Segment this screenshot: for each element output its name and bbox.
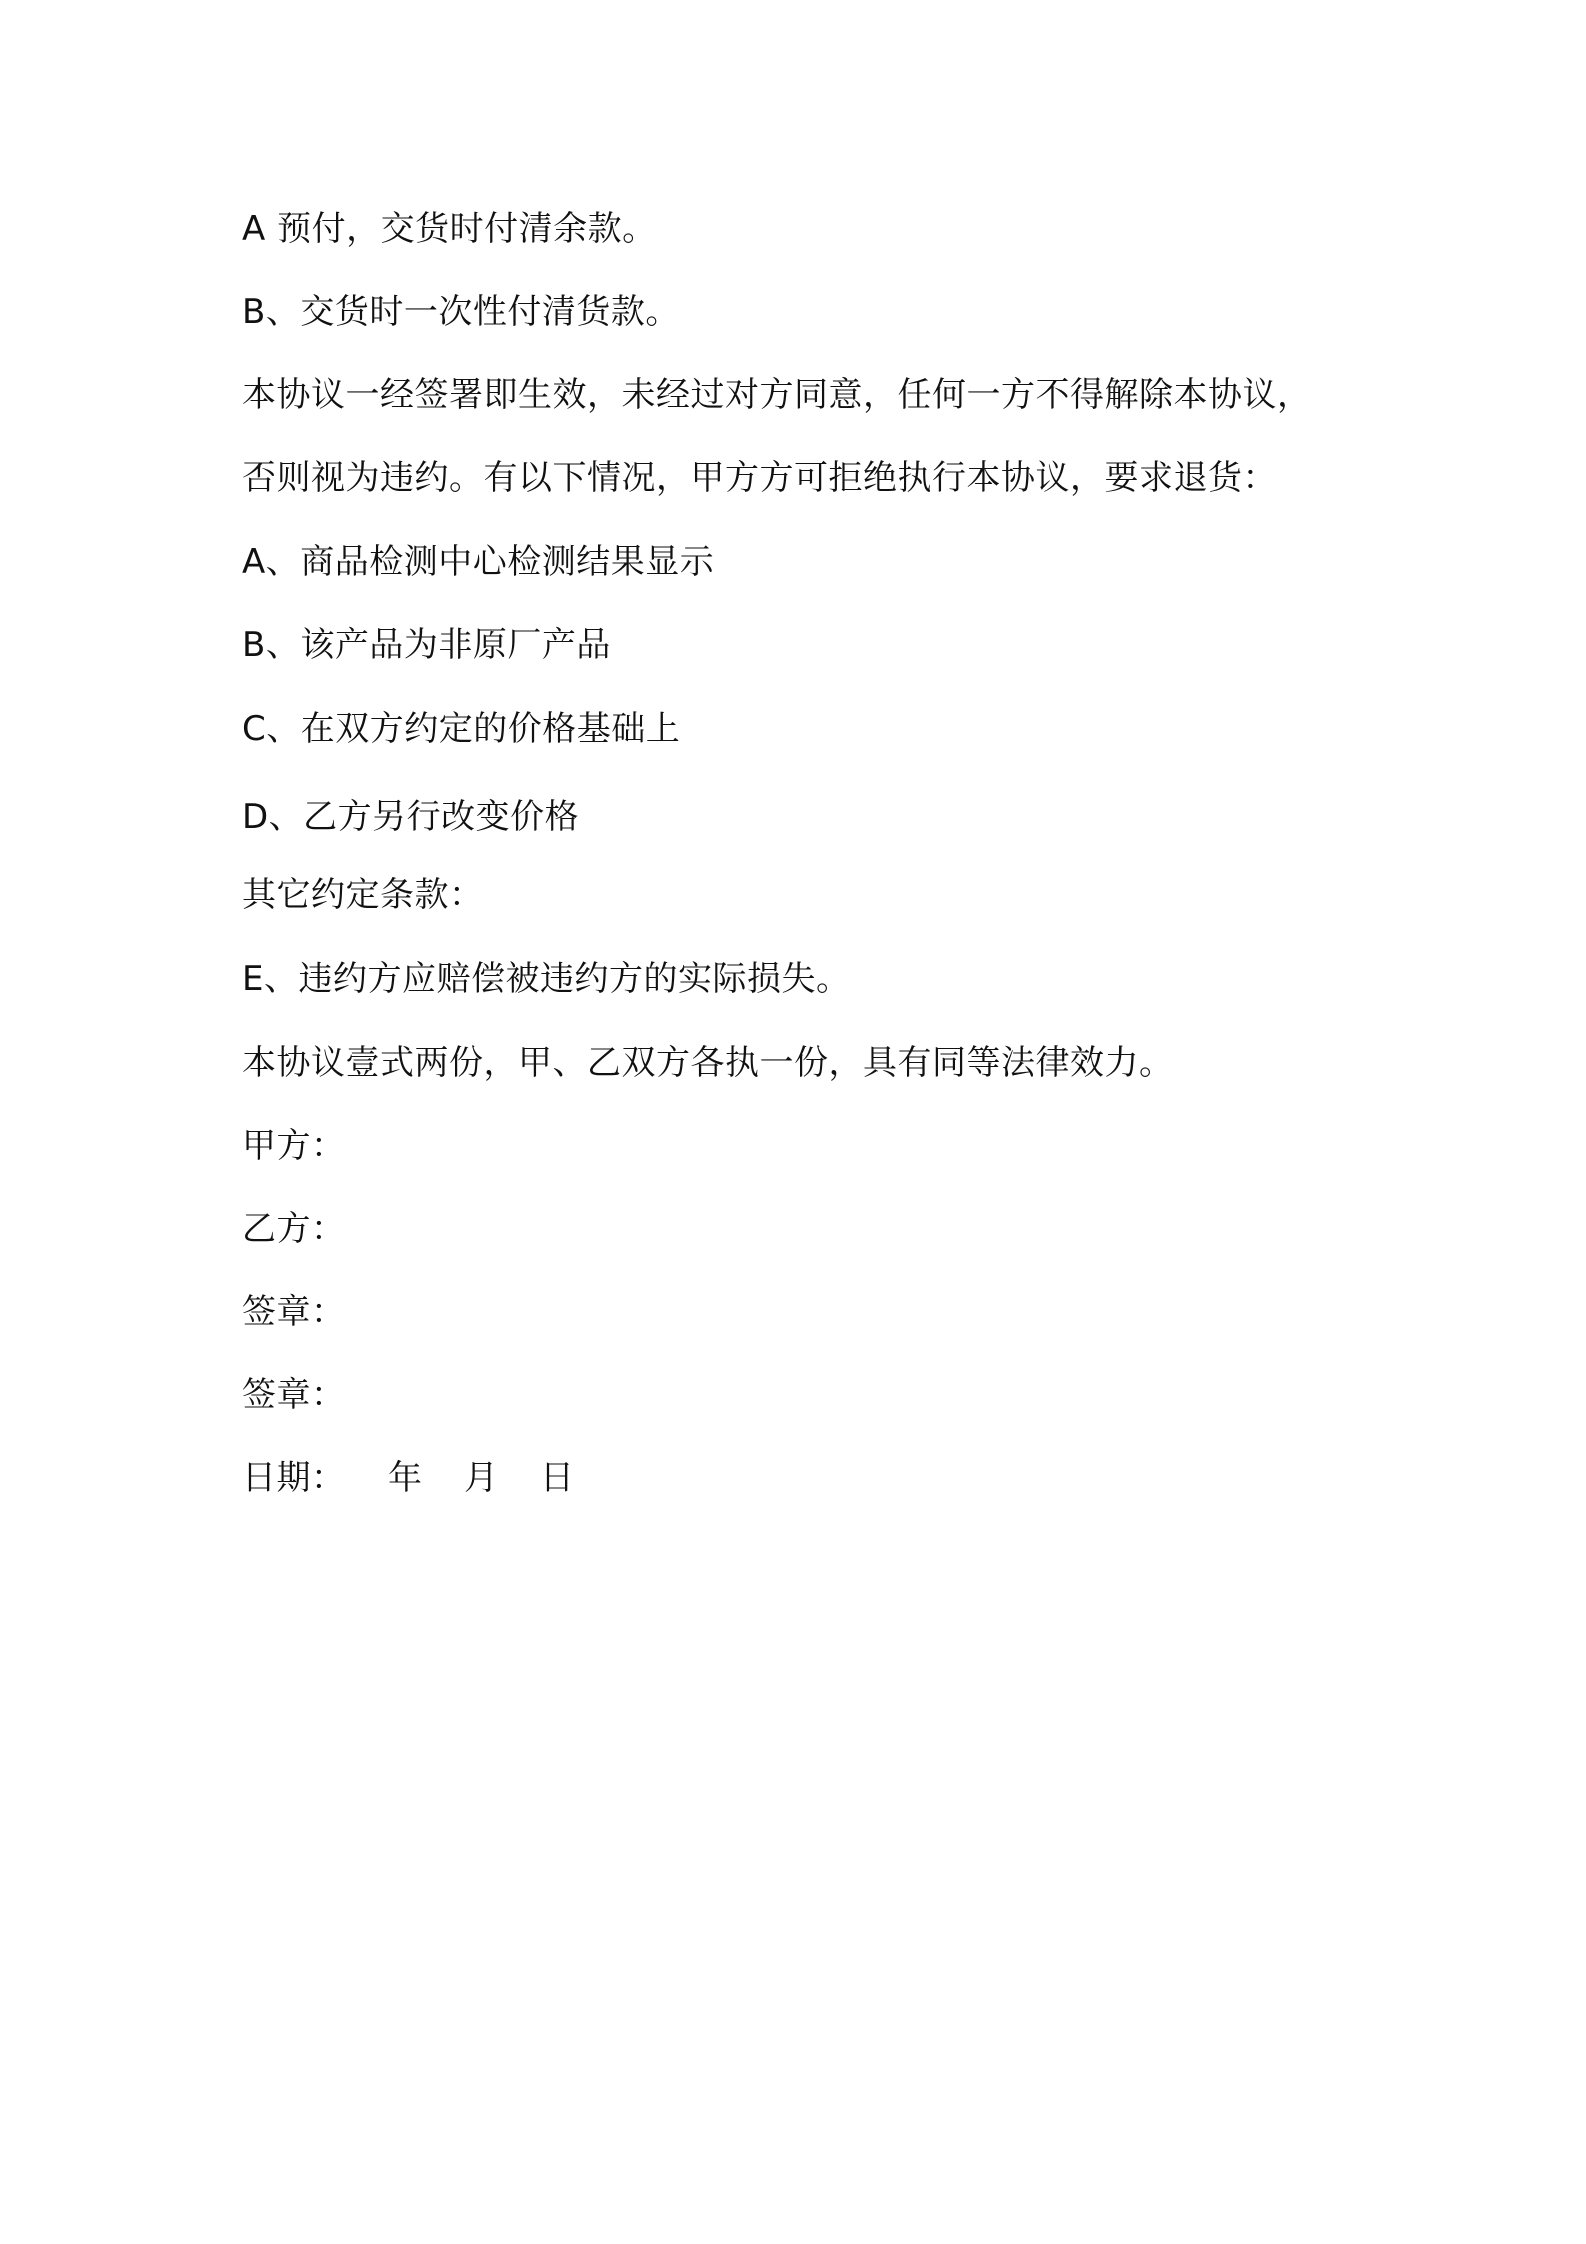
payment-option-b: B、交货时一次性付清货款。 xyxy=(242,292,680,332)
date-month-unit: 月 xyxy=(464,1458,499,1498)
date-label: 日期： xyxy=(242,1458,346,1498)
other-terms-heading: 其它约定条款： xyxy=(242,875,484,915)
party-b-label: 乙方： xyxy=(242,1209,346,1249)
term-e: E、违约方应赔偿被违约方的实际损失。 xyxy=(242,959,851,999)
date-year-unit: 年 xyxy=(388,1458,423,1498)
seal-label-1: 签章： xyxy=(242,1292,346,1332)
return-condition-b: B、该产品为非原厂产品 xyxy=(242,625,611,665)
date-line xyxy=(242,1456,616,1500)
return-condition-a: A、商品检测中心检测结果显示 xyxy=(242,542,715,582)
effect-clause-line-2: 否则视为违约。有以下情况，甲方方可拒绝执行本协议，要求退货： xyxy=(242,458,1277,498)
payment-option-a: A 预付，交货时付清余款。 xyxy=(242,209,657,249)
effect-clause-line-1: 本协议一经签署即生效，未经过对方同意，任何一方不得解除本协议， xyxy=(242,375,1312,415)
copies-clause: 本协议壹式两份，甲、乙双方各执一份，具有同等法律效力。 xyxy=(242,1043,1174,1083)
date-day-unit: 日 xyxy=(540,1458,575,1498)
return-condition-c: C、在双方约定的价格基础上 xyxy=(242,709,681,749)
party-a-label: 甲方： xyxy=(242,1126,346,1166)
return-condition-d: D、乙方另行改变价格 xyxy=(242,797,580,837)
seal-label-2: 签章： xyxy=(242,1375,346,1415)
